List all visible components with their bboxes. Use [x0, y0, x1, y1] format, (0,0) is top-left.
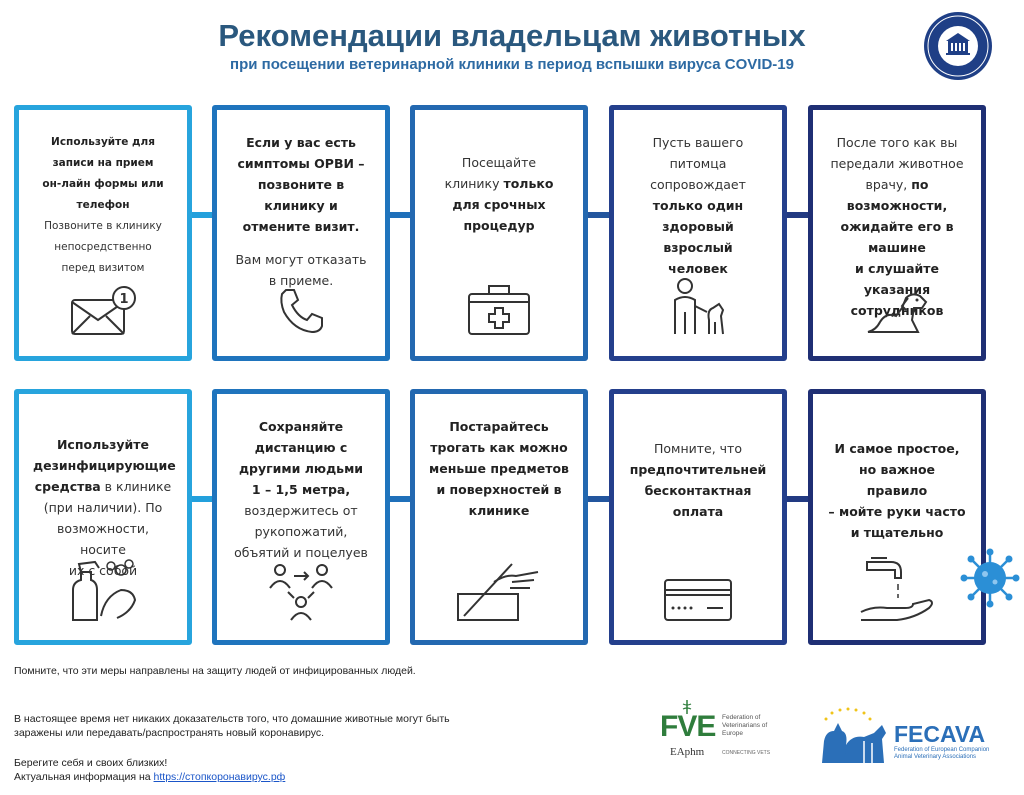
sitting-dog-icon: [862, 286, 932, 338]
card-text-line: оплата: [672, 504, 724, 519]
phone-icon: [274, 284, 328, 338]
university-seal-icon: [922, 10, 994, 82]
disinfectant-spray-icon: [65, 556, 141, 622]
card-text-line: только один: [652, 198, 744, 213]
card-text-line: Посещайте: [461, 155, 537, 170]
card-text-line: [231, 237, 371, 249]
card-text-line: рукопожатий,: [254, 524, 348, 539]
card-text-line: возможности, носите: [56, 521, 150, 557]
card-text-line: Вам могут отказать: [235, 252, 367, 267]
fve-logo: [660, 700, 800, 770]
card-text-line: дезинфицирующие: [33, 458, 176, 473]
card-urgent-only: [410, 105, 588, 361]
card-text-line: питомца: [669, 156, 727, 171]
card-text-line: Постарайтесь: [449, 419, 549, 434]
card-touch-less: [410, 389, 588, 645]
card-text-line: И самое простое,: [834, 441, 960, 456]
envelope-notification-icon: [68, 282, 138, 338]
card-text: [231, 132, 371, 291]
card-text-line: После того как вы: [836, 135, 958, 150]
card-text-line: для срочных: [452, 197, 546, 212]
card-text-line: процедур: [463, 218, 535, 233]
card-symptoms-call: [212, 105, 390, 361]
card-text-line: воздержитесь от: [244, 503, 358, 518]
card-text-line: объятий и поцелуев: [234, 545, 368, 560]
hand-touch-surface-icon: [454, 558, 544, 622]
fecava-animals-icon: [816, 705, 892, 767]
card-text-line: машине: [868, 240, 926, 255]
card-text-line: возможности,: [846, 198, 948, 213]
card-text-line: дистанцию с: [254, 440, 348, 455]
card-text-line: предпочтительней: [629, 462, 767, 477]
footer-note-protection: Помните, что эти меры направлены на защиту людей от инфицированных людей.: [14, 665, 416, 677]
fve-name: Federation of Veterinarians of Europe: [722, 714, 768, 737]
eaphm-sub: CONNECTING VETS: [722, 750, 771, 756]
card-text: [628, 132, 768, 279]
card-text-line: человек: [668, 261, 728, 276]
card-text-line: Сохраняйте: [258, 419, 344, 434]
card-text-line: 1 – 1,5 метра,: [251, 482, 351, 497]
card-text-line: клинику и: [264, 198, 338, 213]
card-text: [429, 416, 569, 521]
card-text-line: другими людьми: [238, 461, 364, 476]
card-text-line: и тщательно: [850, 525, 944, 540]
eaphm-logo-text: EAphm: [670, 746, 705, 758]
card-text-line: в приеме.: [268, 273, 334, 288]
card-text: [827, 438, 967, 543]
card-text-line: позвоните в: [257, 177, 345, 192]
card-text-line: врачу, по: [865, 177, 929, 192]
card-online-booking: [14, 105, 192, 361]
footer-info-label: Актуальная информация на: [14, 771, 154, 783]
virus-icon: [960, 548, 1020, 608]
svg-text:1: 1: [119, 292, 129, 307]
card-text-line: сопровождает: [650, 177, 746, 192]
card-text: [33, 132, 173, 279]
card-text-line: непосредственно: [54, 241, 152, 253]
card-text-line: симптомы ОРВИ –: [237, 156, 365, 171]
card-text-line: трогать как можно: [430, 440, 568, 455]
card-text: [231, 416, 371, 563]
card-text-line: отмените визит.: [242, 219, 360, 234]
card-text-line: Если у вас есть: [246, 135, 356, 150]
page-subtitle: при посещении ветеринарной клиники в период вспышки вируса COVID-19: [230, 56, 794, 73]
card-text-line: он-лайн формы или: [42, 178, 164, 190]
card-text-line: бесконтактная: [644, 483, 752, 498]
fecava-sub: Federation of European Companion Animal Veterinary Associations: [894, 747, 990, 760]
card-text-line: Используйте для: [51, 136, 155, 148]
card-text-line: средства в клинике: [34, 479, 172, 494]
card-text: [429, 152, 569, 236]
card-text-line: ожидайте его в: [840, 219, 954, 234]
card-text-line: Используйте: [56, 437, 150, 452]
card-text-line: клинике: [468, 503, 530, 518]
person-with-dog-icon: [663, 276, 733, 338]
card-one-adult: [609, 105, 787, 361]
stopcoronavirus-link[interactable]: https://стопкоронавирус.рф: [153, 771, 286, 783]
fecava-logo-text: FECAVA: [894, 721, 986, 747]
page-title: Рекомендации владельцам животных: [218, 18, 806, 53]
people-distance-icon: [266, 562, 336, 622]
card-distance: [212, 389, 390, 645]
card-text-line: но важное правило: [858, 462, 936, 498]
card-text-line: передали животное: [830, 156, 964, 171]
fve-logo-text: FVE: [660, 710, 716, 743]
card-text-line: взрослый: [663, 240, 733, 255]
card-text-line: клинику только: [444, 176, 554, 191]
card-text-line: записи на прием: [52, 157, 154, 169]
credit-card-icon: [663, 578, 733, 622]
card-text-line: и поверхностей в: [436, 482, 562, 497]
card-text-line: сотрудников: [850, 303, 944, 318]
card-text-line: здоровый: [662, 219, 734, 234]
card-text-line: и слушайте указания: [854, 261, 939, 297]
card-text-line: телефон: [76, 199, 130, 211]
card-text-line: Пусть вашего: [652, 135, 744, 150]
hand-washing-icon: [857, 556, 937, 622]
fecava-logo: [816, 705, 1006, 770]
card-text-line: их с собой: [68, 563, 138, 578]
card-text-line: Помните, что: [653, 441, 742, 456]
card-disinfectants: [14, 389, 192, 645]
card-contactless-payment: [609, 389, 787, 645]
card-wait-in-car: [808, 105, 986, 361]
card-text-line: (при наличии). По: [43, 500, 163, 515]
footer-note-no-evidence: В настоящее время нет никаких доказательств того, что домашние животные могут быть заражены или передавать/распространять новый коронавирус.: [14, 713, 450, 739]
card-text-line: меньше предметов: [429, 461, 569, 476]
card-text-line: Позвоните в клинику: [44, 220, 162, 232]
footer-note-care: Берегите себя и своих близких!: [14, 757, 168, 769]
footer-info-line: [14, 770, 494, 784]
card-text-line: – мойте руки часто: [828, 504, 966, 519]
card-text: [628, 438, 768, 522]
card-text-line: перед визитом: [61, 262, 145, 274]
first-aid-kit-icon: [465, 280, 533, 338]
